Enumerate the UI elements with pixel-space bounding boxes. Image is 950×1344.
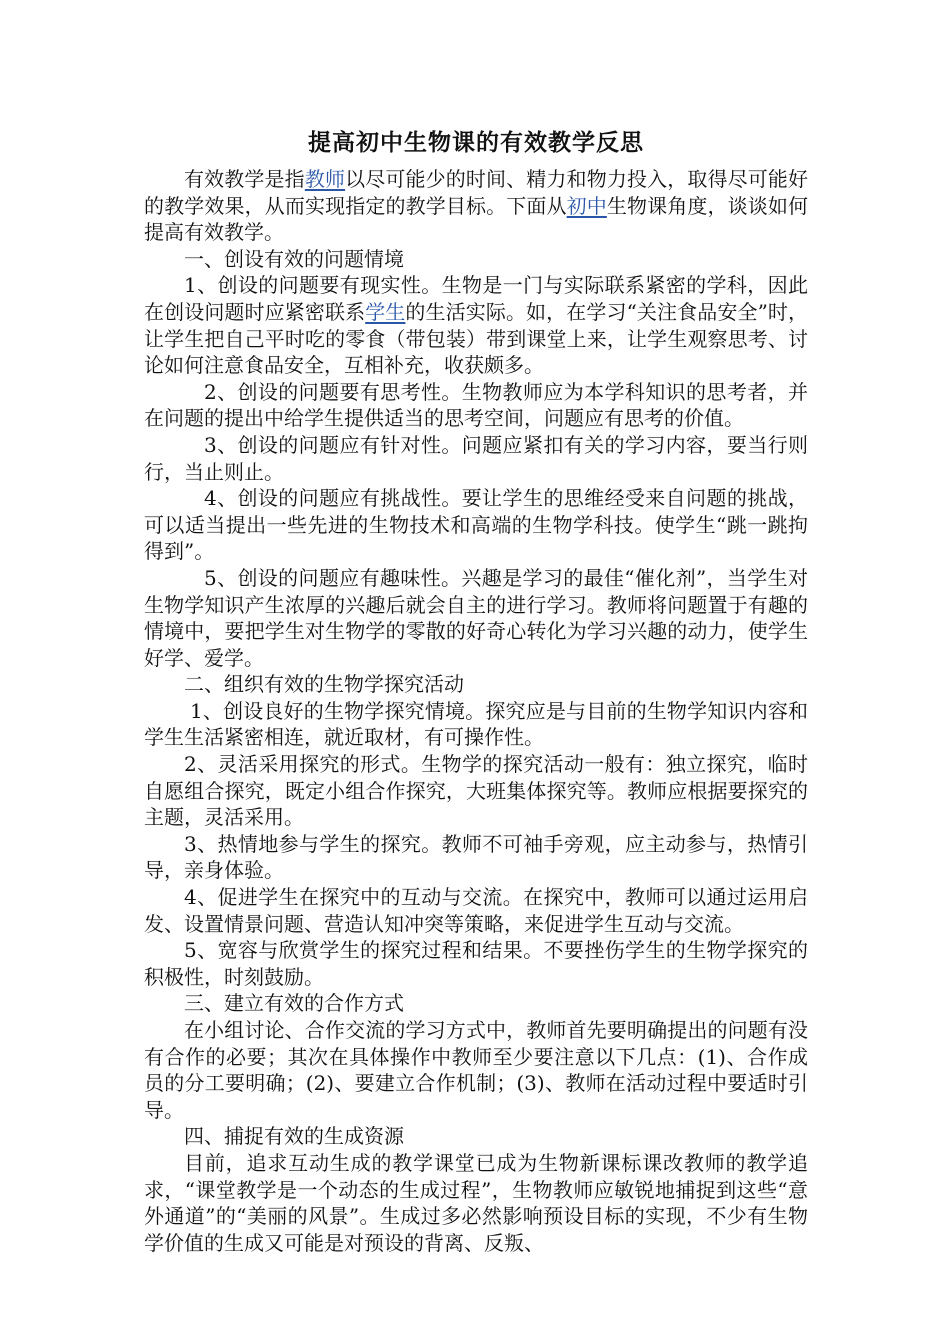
link-teacher[interactable]: 教师 [304, 167, 346, 191]
section-4-heading: 四、捕捉有效的生成资源 [184, 1124, 404, 1149]
section-2-item-1: 1、创设良好的生物学探究情境。探究应是与目前的生物学知识内容和学生生活紧密相连，就近取材，有可操作性。 [144, 698, 808, 750]
document-title: 提高初中生物课的有效教学反思 [308, 129, 644, 156]
section-3-paragraph: 在小组讨论、合作交流的学习方式中，教师首先要明确提出的问题有没有合作的必要；其次在具体操作中教师至少要注意以下几点：(1)、合作成员的分工要明确；(2)、要建立合作机制；(3)、教师在活动过程中要适时引导。 [144, 1018, 808, 1122]
section-1-heading: 一、创设有效的问题情境 [184, 246, 404, 271]
section-2-item-2: 2、灵活采用探究的形式。生物学的探究活动一般有：独立探究，临时自愿组合探究，既定小组合作探究，大班集体探究等。教师应根据要探究的主题，灵活采用。 [144, 752, 808, 830]
section-1-item-4: 4、创设的问题应有挑战性。要让学生的思维经受来自问题的挑战，可以适当提出一些先进的生物技术和高端的生物学科技。使学生“跳一跳拘得到”。 [144, 486, 808, 564]
section-2-item-5: 5、宽容与欣赏学生的探究过程和结果。不要挫伤学生的生物学探究的积极性，时刻鼓励。 [144, 938, 808, 989]
intro-paragraph [144, 166, 808, 246]
section-3-heading: 三、建立有效的合作方式 [184, 991, 404, 1016]
intro-text-3: 生物课角度，谈谈如何提高有效教学。 [144, 193, 808, 245]
section-2-item-4: 4、促进学生在探究中的互动与交流。在探究中，教师可以通过运用启发、设置情景问题、营造认知冲突等策略，来促进学生互动与交流。 [144, 885, 808, 936]
intro-text-2: 以尽可能少的时间、精力和物力投入，取得尽可能好的教学效果，从而实现指定的教学目标。下面从 [144, 167, 809, 218]
section-1-item-3: 3、创设的问题应有针对性。问题应紧扣有关的学习内容，要当行则行，当止则止。 [144, 432, 808, 484]
section-2-item-3: 3、热情地参与学生的探究。教师不可袖手旁观，应主动参与，热情引导，亲身体验。 [144, 831, 808, 883]
link-junior-high[interactable]: 初中 [566, 193, 607, 218]
link-student[interactable]: 学生 [365, 299, 406, 324]
section-1-item-2: 2、创设的问题要有思考性。生物教师应为本学科知识的思考者，并在问题的提出中给学生提供适当的思考空间，问题应有思考的价值。 [144, 379, 808, 431]
section-2-heading: 二、组织有效的生物学探究活动 [184, 672, 464, 697]
intro-text-1: 有效教学是指 [184, 167, 305, 191]
s1-p1-text-1: 1、创设的问题要有现实性。生物是一门与实际联系紧密的学科，因此在创设问题时应紧密联系 [144, 273, 808, 324]
section-1-item-1 [144, 272, 808, 378]
document-page [144, 128, 808, 1256]
s1-p1-text-2: 的生活实际。如，在学习“关注食品安全”时，让学生把自己平时吃的零食（带包装）带到课堂上来，让学生观察思考、讨论如何注意食品安全，互相补充，收获颇多。 [144, 299, 809, 378]
section-4-paragraph: 目前，追求互动生成的教学课堂已成为生物新课标课改教师的教学追求，“课堂教学是一个动态的生成过程”，生物教师应敏锐地捕捉到这些“意外通道”的“美丽的风景”。生成过多必然影响预设目标的实现，不少有生物学价值的生成又可能是对预设的背离、反叛、 [144, 1150, 808, 1255]
section-1-item-5: 5、创设的问题应有趣味性。兴趣是学习的最佳“催化剂”，当学生对生物学知识产生浓厚的兴趣后就会自主的进行学习。教师将问题置于有趣的情境中，要把学生对生物学的零散的好奇心转化为学习兴趣的动力，使学生好学、爱学。 [144, 565, 808, 670]
